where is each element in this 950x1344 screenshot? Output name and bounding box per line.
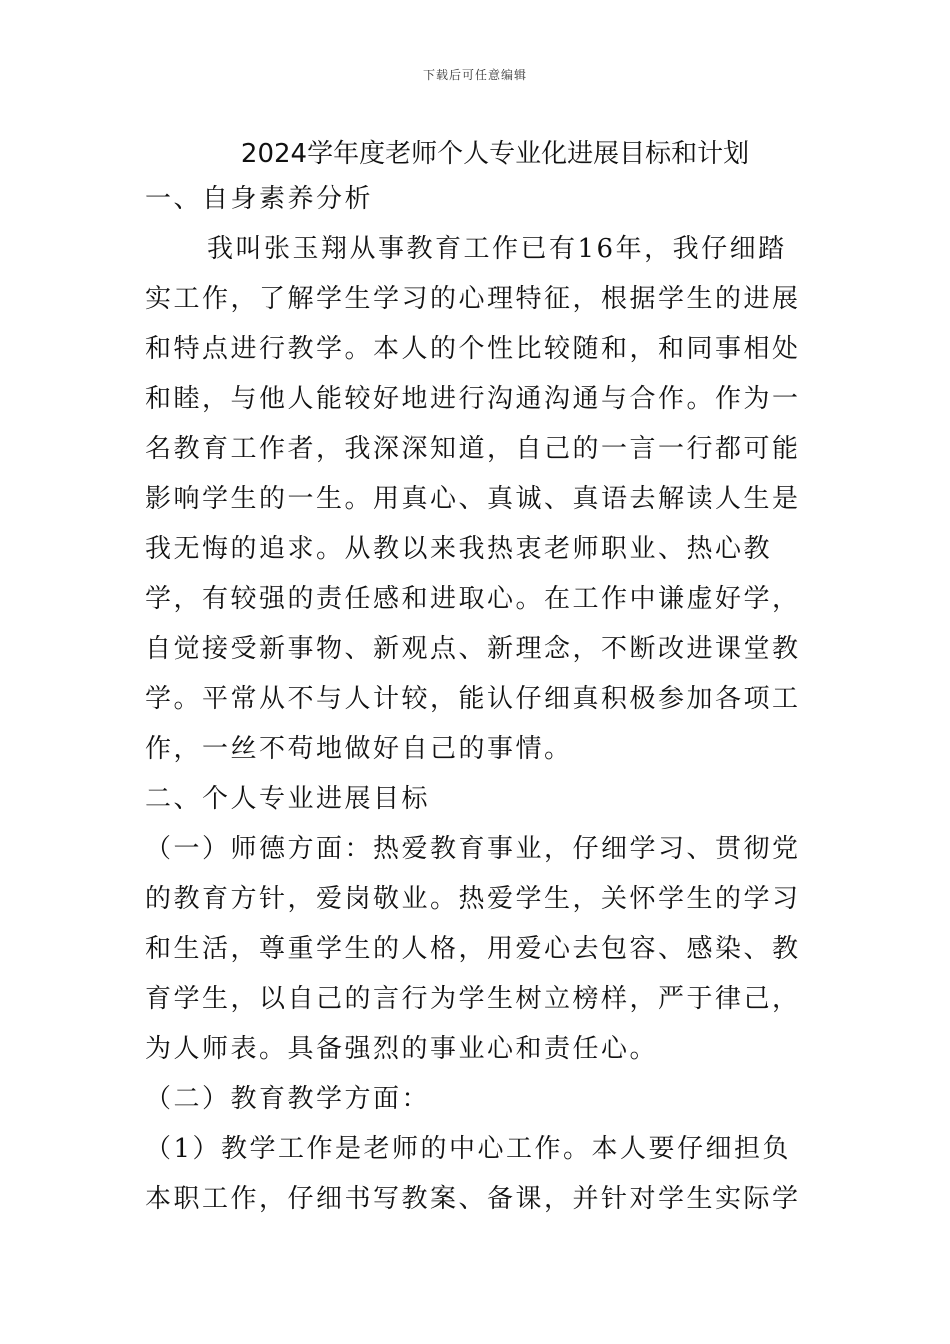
document-title: 2024学年度老师个人专业化进展目标和计划: [240, 139, 750, 169]
paragraph-self-analysis: 我叫张玉翔从事教育工作已有16年，我仔细踏实工作，了解学生学习的心理特征，根据学生的进展和特点进行教学。本人的个性比较随和，和同事相处和睦，与他人能较好地进行沟通沟通与合作。作为一名教育工作者，我深深知道，自己的一言一行都可能影响学生的一生。用真心、真诚、真语去解读人生是我无悔的追求。从教以来我热衷老师职业、热心教学，有较强的责任感和进取心。在工作中谦虚好学，自觉接受新事物、新观点、新理念，不断改进课堂教学。平常从不与人计较，能认仔细真积极参加各项工作，一丝不苟地做好自己的事情。: [145, 234, 801, 764]
section-heading-self-analysis: 一、自身素养分析: [145, 184, 374, 214]
paragraph-teaching-1: （1）教学工作是老师的中心工作。本人要仔细担负本职工作，仔细书写教案、备课，并针对学生实际学: [145, 1134, 801, 1214]
paragraph-ethics: （一）师德方面：热爱教育事业，仔细学习、贯彻党的教育方针，爱岗敬业。热爱学生，关怀学生的学习和生活，尊重学生的人格，用爱心去包容、感染、教育学生，以自己的言行为学生树立榜样，严于律己，为人师表。具备强烈的事业心和责任心。: [145, 834, 801, 1064]
subheading-teaching: （二）教育教学方面：: [145, 1084, 431, 1114]
section-heading-goals: 二、个人专业进展目标: [145, 784, 431, 814]
header-note: 下载后可任意编辑: [422, 68, 527, 82]
document-body: [145, 174, 815, 1224]
